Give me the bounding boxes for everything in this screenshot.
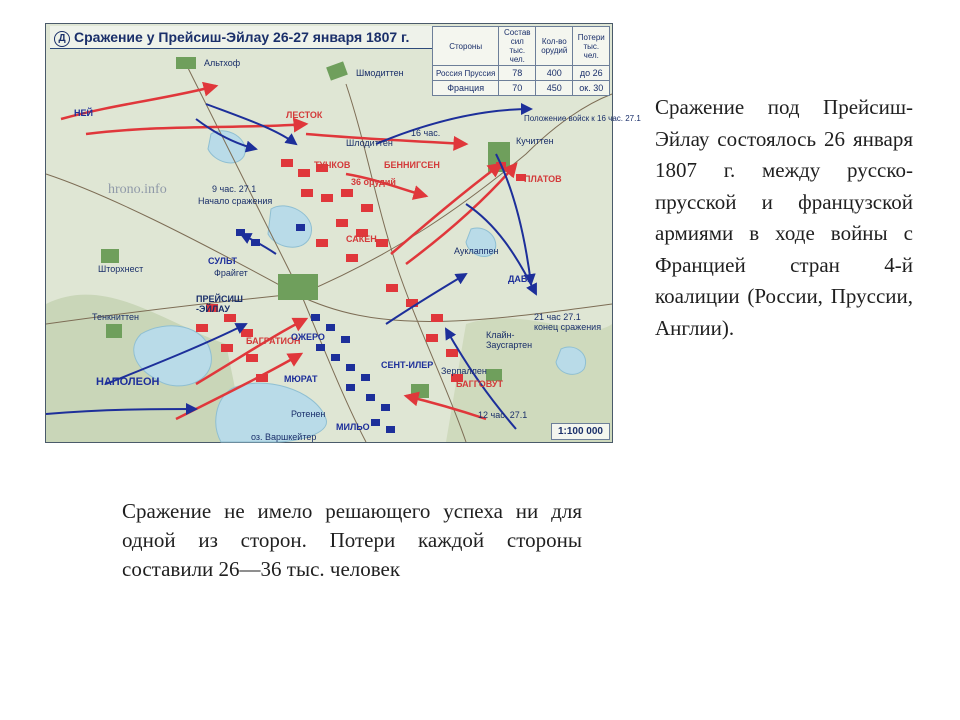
- row-side: Франция: [433, 81, 499, 96]
- label-tuchkov: ТУЧКОВ: [314, 160, 351, 170]
- header-guns: Кол-во орудий: [536, 27, 573, 66]
- label-tenknitten: Тенкниттен: [92, 312, 140, 322]
- label-lestok: ЛЕСТОК: [286, 110, 323, 120]
- label-altshof: Альтхоф: [204, 58, 241, 68]
- label-bennigsen: БЕННИГСЕН: [384, 160, 440, 170]
- header-sides: Стороны: [433, 27, 499, 66]
- label-klein-sausgarten: Клайн-Заусгартен: [486, 330, 533, 350]
- lake: [208, 131, 245, 163]
- row-losses: ок. 30: [573, 81, 610, 96]
- label-schmoditten: Шмодиттен: [356, 68, 404, 78]
- label-davout: ДАВУ: [508, 274, 533, 284]
- label-position-16: Положение войск к 16 час. 27.1: [524, 114, 641, 123]
- row-force: 70: [499, 81, 536, 96]
- row-side: Россия Пруссия: [433, 66, 499, 81]
- row-force: 78: [499, 66, 536, 81]
- battle-map: [45, 23, 641, 443]
- label-hour12: 12 час. 27.1: [478, 410, 528, 420]
- label-schloditten: Шлодиттен: [346, 138, 393, 148]
- label-end-battle: конец сражения: [534, 322, 602, 332]
- label-hour16: 16 час.: [411, 128, 441, 138]
- label-hour21: 21 час 27.1: [534, 312, 581, 322]
- label-saint-hilaire: СЕНТ-ИЛЕР: [381, 360, 434, 370]
- table-row: [433, 81, 610, 96]
- label-guns36: 36 орудий: [351, 177, 396, 187]
- forces-table-header: [433, 27, 610, 66]
- label-fraiget: Фрайгет: [214, 268, 248, 278]
- map-scale: 1:100 000: [551, 423, 610, 440]
- label-rotenen: Ротенен: [291, 409, 326, 419]
- label-shtorkhnest: Шторхнест: [98, 264, 144, 274]
- map-badge: Д: [54, 31, 70, 47]
- label-serpallen: Зерпаллен: [441, 366, 487, 376]
- table-row: [433, 66, 610, 81]
- label-start-time: 9 час. 27.1: [212, 184, 257, 194]
- label-auklappen: Ауклаппен: [454, 246, 499, 256]
- map-title: [50, 26, 434, 49]
- label-ney: НЕЙ: [74, 108, 93, 118]
- row-guns: 450: [536, 81, 573, 96]
- header-losses: Потери тыс. чел.: [573, 27, 610, 66]
- forces-table: [432, 26, 610, 96]
- map-title-text: Сражение у Прейсиш-Эйлау 26-27 января 1807 г.: [74, 29, 410, 45]
- label-sacken: САКЕН: [346, 234, 377, 244]
- row-losses: до 26: [573, 66, 610, 81]
- header-force: Состав сил тыс. чел.: [499, 27, 536, 66]
- label-baggovut: БАГГОВУТ: [456, 379, 503, 389]
- label-start-battle: Начало сражения: [198, 196, 273, 206]
- watermark: hrono.info: [108, 182, 167, 197]
- row-guns: 400: [536, 66, 573, 81]
- side-description: Сражение под Прейсиш-Эйлау состоялось 26 января 1807 г. между русско-прусской и французской армиями в ходе войны с Францией стран 4-й коалиции (России, Пруссии, Англии).: [655, 95, 913, 340]
- label-murat: МЮРАТ: [284, 374, 318, 384]
- label-preussisch-eylau: ПРЕЙСИШ -ЭЙЛАУ: [196, 294, 243, 314]
- bottom-description: Сражение не имело решающего успеха ни для одной из сторон. Потери каждой стороны составили 26—36 тыс. человек: [122, 499, 582, 581]
- label-bagration: БАГРАТИОН: [246, 336, 301, 346]
- label-augerau: ОЖЕРО: [291, 332, 325, 342]
- label-platov: ПЛАТОВ: [524, 174, 562, 184]
- label-soult: СУЛЬТ: [208, 256, 238, 266]
- label-milhaud: МИЛЬО: [336, 422, 370, 432]
- label-napoleon: НАПОЛЕОН: [96, 376, 160, 388]
- label-warschkeiter: оз. Варшкейтер: [251, 432, 317, 442]
- label-kuchitten: Кучиттен: [516, 136, 554, 146]
